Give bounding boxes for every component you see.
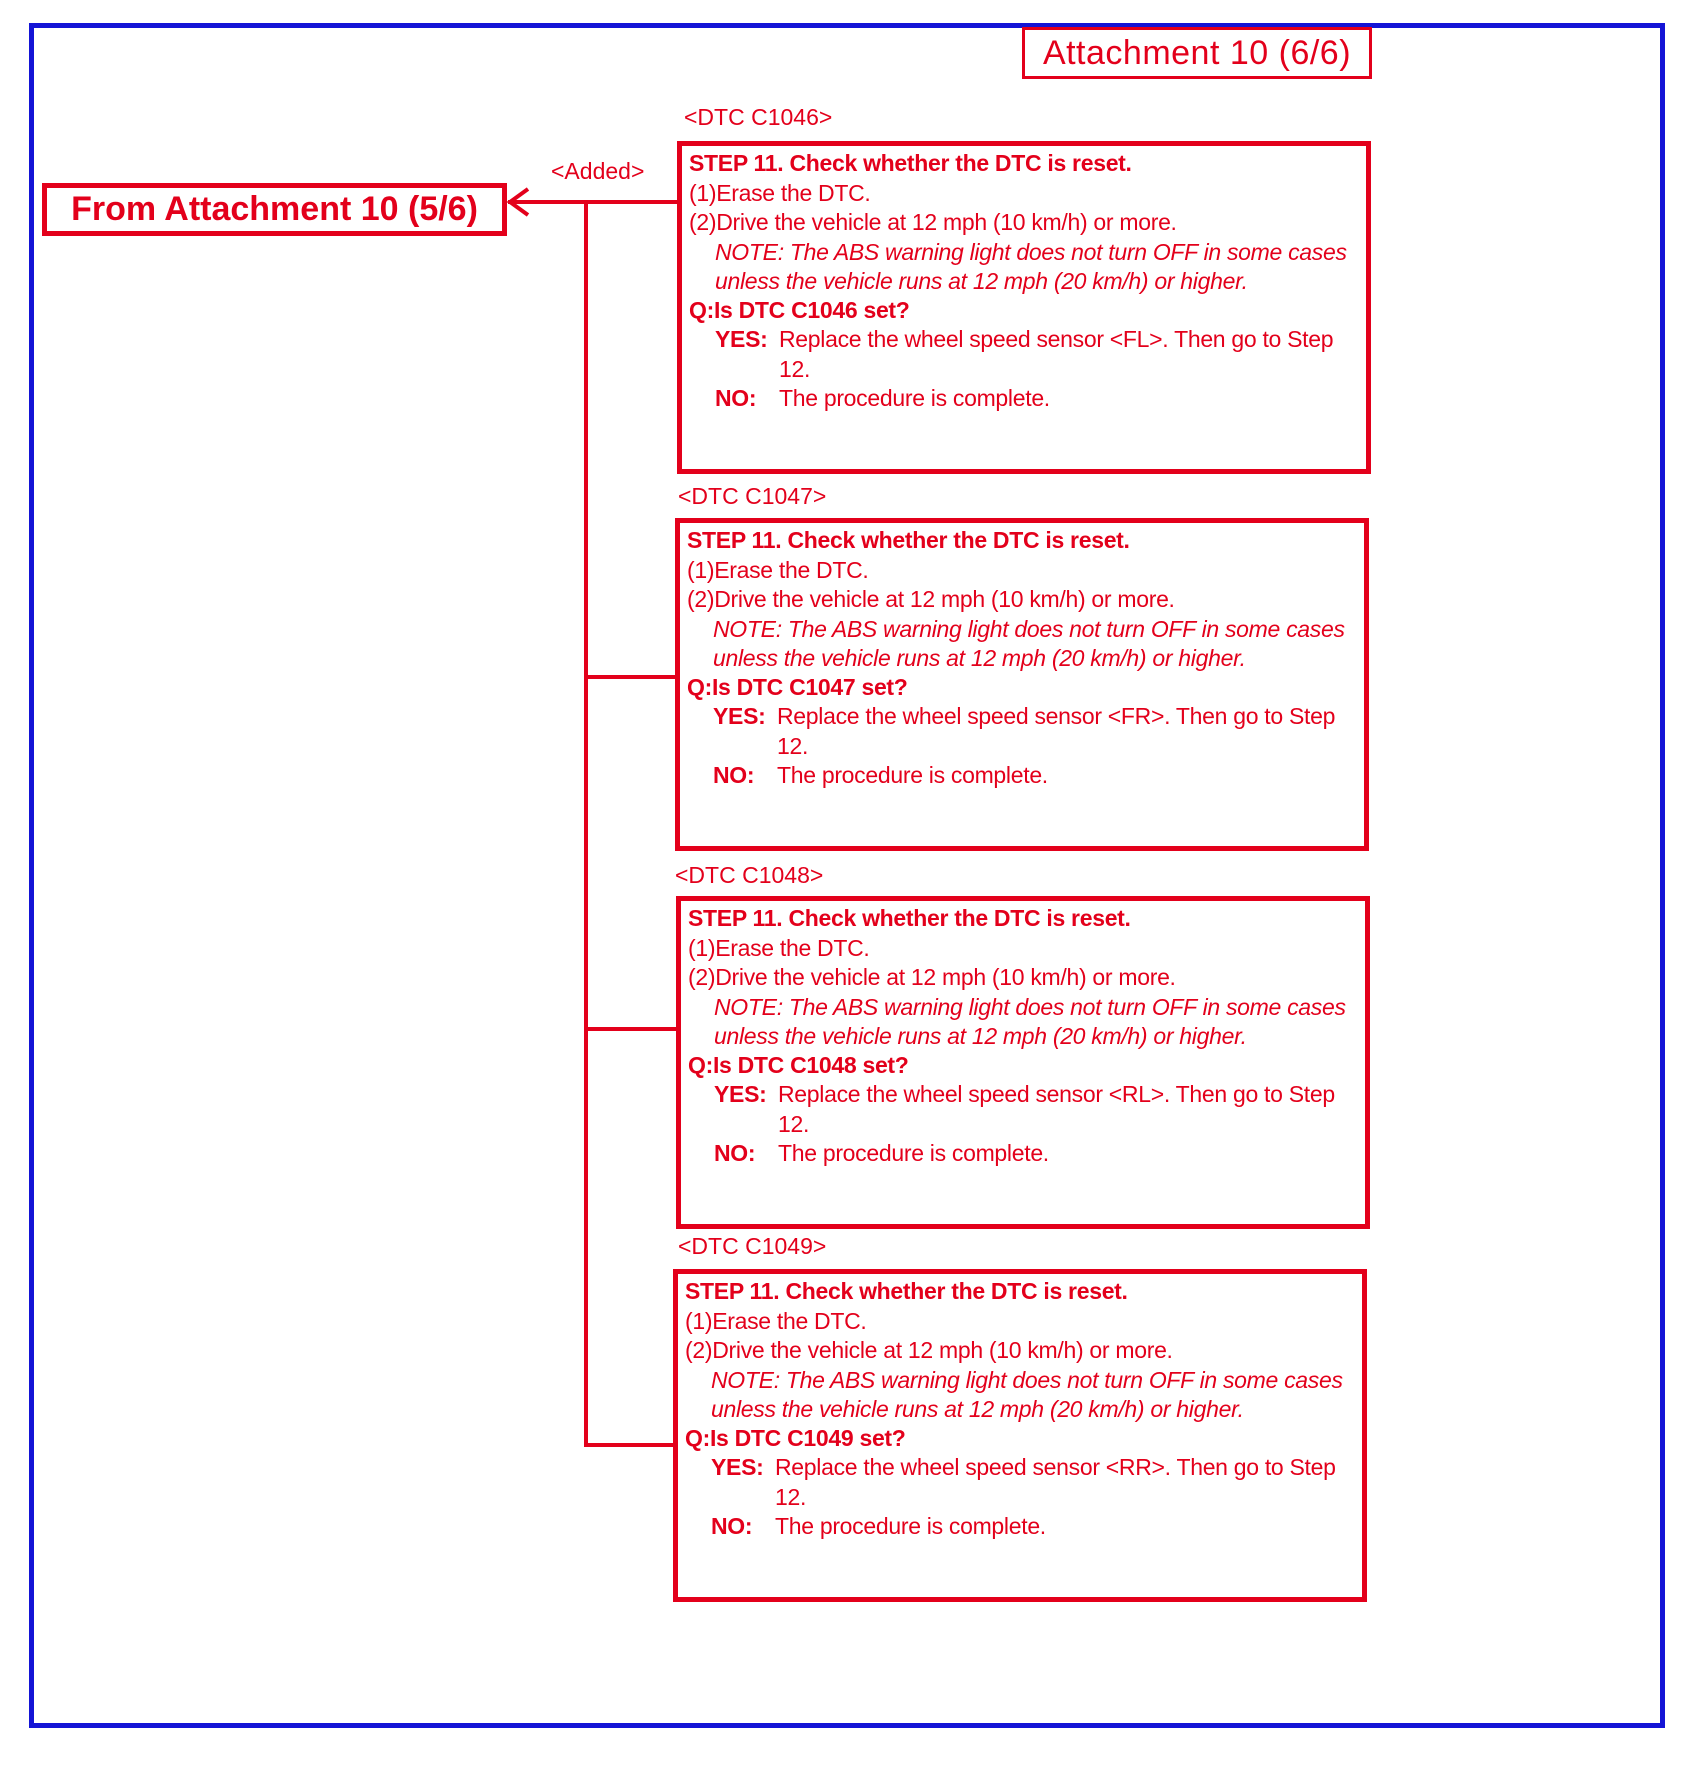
yes-text: Replace the wheel speed sensor <FR>. Then go to Step 12. bbox=[777, 703, 1336, 759]
yes-key: YES: bbox=[715, 326, 768, 352]
step-question: Q:Is DTC C1046 set? bbox=[689, 296, 910, 323]
dtc-label: <DTC C1049> bbox=[678, 1233, 827, 1259]
step-box bbox=[673, 1269, 1367, 1602]
yes-text: Replace the wheel speed sensor <RR>. Then go to Step 12. bbox=[775, 1454, 1336, 1510]
step-title: STEP 11. Check whether the DTC is reset. bbox=[689, 150, 1132, 176]
yes-key: YES: bbox=[711, 1454, 764, 1480]
step-question: Q:Is DTC C1048 set? bbox=[688, 1051, 909, 1078]
step-note: NOTE: The ABS warning light does not turn OFF in some cases unless the vehicle runs at 12 mph (20 km/h) or higher. bbox=[713, 615, 1345, 671]
step-instruction: (1)Erase the DTC. bbox=[688, 934, 870, 961]
no-text: The procedure is complete. bbox=[778, 1140, 1049, 1166]
step-title: STEP 11. Check whether the DTC is reset. bbox=[688, 905, 1131, 931]
yes-key: YES: bbox=[713, 703, 766, 729]
step-instruction: (1)Erase the DTC. bbox=[689, 179, 871, 206]
dtc-label: <DTC C1048> bbox=[675, 862, 824, 888]
step-instruction: (2)Drive the vehicle at 12 mph (10 km/h) or more. bbox=[689, 209, 1177, 235]
no-answer bbox=[689, 384, 1358, 414]
from-attachment-box: From Attachment 10 (5/6) bbox=[42, 183, 507, 236]
step-instruction: (1)Erase the DTC. bbox=[685, 1307, 867, 1334]
dtc-label: <DTC C1046> bbox=[684, 104, 833, 130]
no-text: The procedure is complete. bbox=[777, 762, 1048, 788]
step-box bbox=[677, 141, 1371, 474]
step-note: NOTE: The ABS warning light does not turn OFF in some cases unless the vehicle runs at 12 mph (20 km/h) or higher. bbox=[714, 993, 1346, 1049]
step-instruction: (2)Drive the vehicle at 12 mph (10 km/h) or more. bbox=[688, 964, 1176, 990]
yes-answer bbox=[687, 702, 1356, 761]
step-question: Q:Is DTC C1049 set? bbox=[685, 1424, 906, 1451]
no-text: The procedure is complete. bbox=[775, 1513, 1046, 1539]
step-title: STEP 11. Check whether the DTC is reset. bbox=[685, 1278, 1128, 1304]
step-title: STEP 11. Check whether the DTC is reset. bbox=[687, 527, 1130, 553]
no-text: The procedure is complete. bbox=[779, 385, 1050, 411]
step-note: NOTE: The ABS warning light does not turn OFF in some cases unless the vehicle runs at 12 mph (20 km/h) or higher. bbox=[715, 238, 1347, 294]
attachment-title: Attachment 10 (6/6) bbox=[1022, 27, 1372, 79]
no-key: NO: bbox=[713, 762, 755, 788]
step-instruction: (2)Drive the vehicle at 12 mph (10 km/h) or more. bbox=[687, 586, 1175, 612]
yes-answer bbox=[688, 1080, 1357, 1139]
yes-key: YES: bbox=[714, 1081, 767, 1107]
yes-answer bbox=[685, 1453, 1354, 1512]
no-answer bbox=[685, 1512, 1354, 1542]
no-answer bbox=[687, 761, 1356, 791]
step-note: NOTE: The ABS warning light does not turn OFF in some cases unless the vehicle runs at 12 mph (20 km/h) or higher. bbox=[711, 1366, 1343, 1422]
step-box bbox=[676, 896, 1370, 1229]
step-instruction: (1)Erase the DTC. bbox=[687, 556, 869, 583]
dtc-label: <DTC C1047> bbox=[678, 483, 827, 509]
yes-text: Replace the wheel speed sensor <FL>. Then go to Step 12. bbox=[779, 326, 1334, 382]
no-key: NO: bbox=[715, 385, 757, 411]
yes-answer bbox=[689, 325, 1358, 384]
step-question: Q:Is DTC C1047 set? bbox=[687, 673, 908, 700]
yes-text: Replace the wheel speed sensor <RL>. Then go to Step 12. bbox=[778, 1081, 1335, 1137]
no-answer bbox=[688, 1139, 1357, 1169]
added-tag: <Added> bbox=[551, 158, 645, 184]
no-key: NO: bbox=[714, 1140, 756, 1166]
step-box bbox=[675, 518, 1369, 851]
no-key: NO: bbox=[711, 1513, 753, 1539]
step-instruction: (2)Drive the vehicle at 12 mph (10 km/h) or more. bbox=[685, 1337, 1173, 1363]
